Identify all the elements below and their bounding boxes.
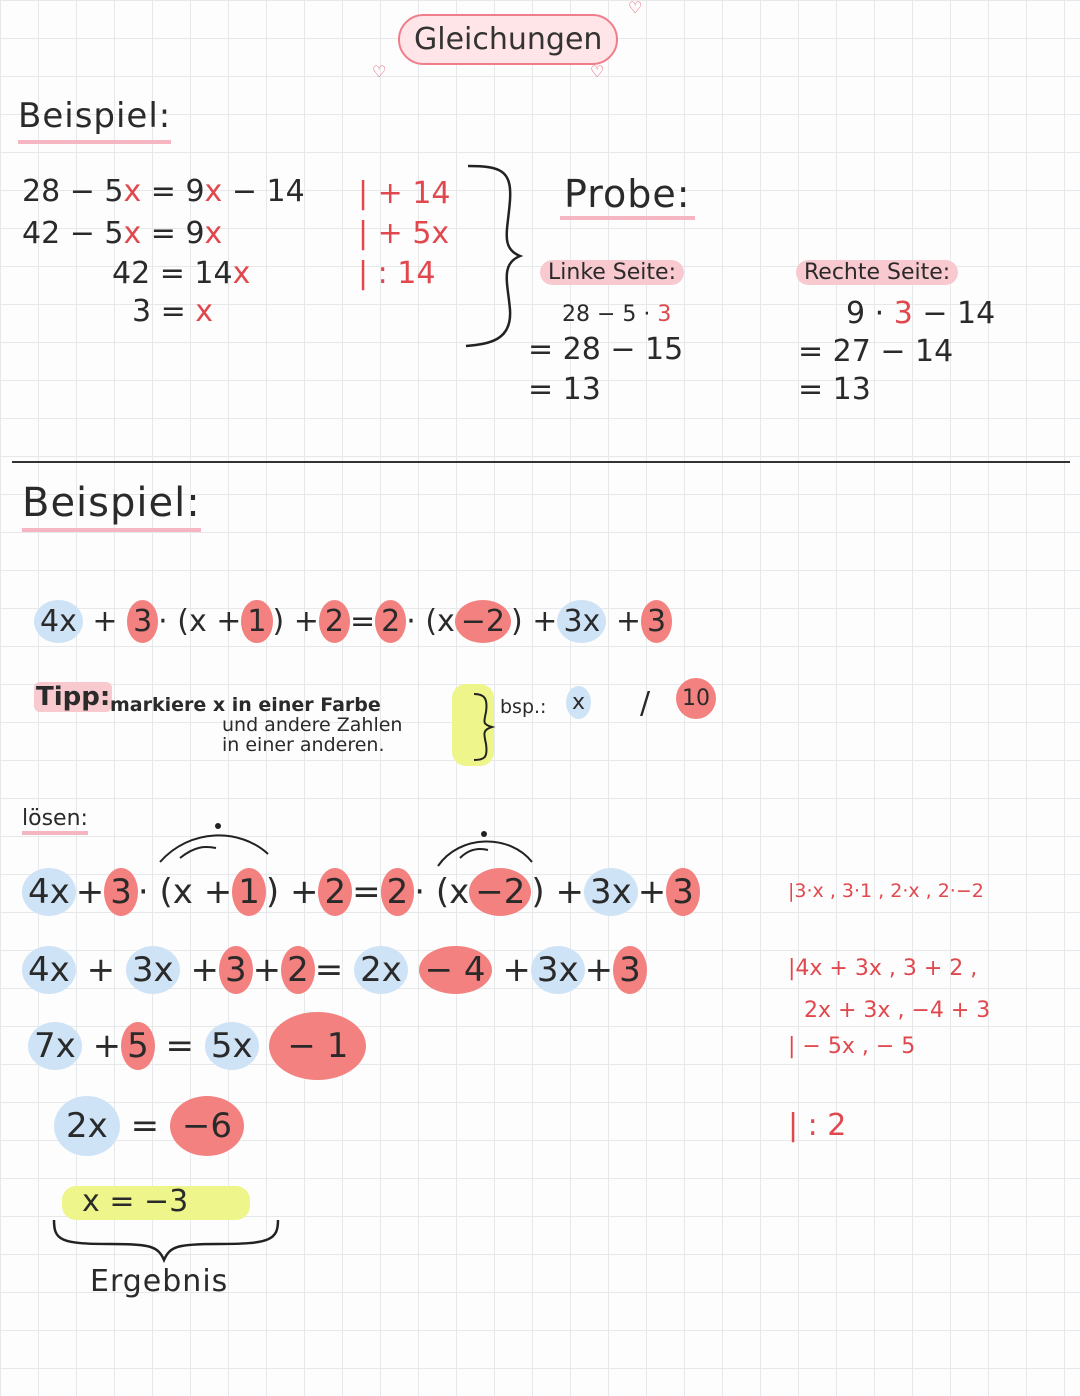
number-term: −2 (469, 868, 531, 916)
operation-1: | + 14 (358, 176, 451, 211)
solve-line-2 (22, 950, 647, 990)
paren-text: ) (531, 872, 545, 912)
number-term: − 4 (419, 946, 492, 994)
x-var: x (123, 174, 142, 209)
calc-text: − 14 (912, 296, 996, 331)
operator: + (190, 950, 219, 990)
paren-text: ) (511, 604, 523, 639)
heart-icon: ♡ (590, 62, 605, 81)
title-text: Gleichungen (414, 22, 603, 57)
operator: + (289, 872, 319, 912)
red-value: 3 (657, 302, 672, 327)
solve-line-3 (28, 1026, 366, 1066)
eq-text: 28 − 5 (22, 174, 124, 209)
right-line-2: = 27 − 14 (798, 334, 954, 369)
left-side-label (540, 260, 684, 285)
number-term: 2 (318, 868, 352, 916)
eq-text: − 14 (222, 174, 305, 209)
operator: = (165, 1026, 195, 1066)
eq-text: 42 = 14 (112, 256, 233, 291)
number-term: −6 (170, 1096, 244, 1156)
x-term: 7x (28, 1022, 82, 1070)
paren-text: ) (272, 604, 285, 639)
operator: + (502, 950, 531, 990)
eq-line-2 (22, 216, 222, 251)
number-term: 1 (241, 600, 272, 643)
x-term: 4x (22, 868, 76, 916)
paren-text: (x + (177, 604, 242, 639)
note-line-4: | : 2 (788, 1108, 847, 1143)
number-term: 2 (381, 868, 415, 916)
number-term: 3 (666, 868, 700, 916)
main-equation (34, 604, 672, 639)
eq-text: 3 = (132, 294, 196, 329)
bsp-number (676, 686, 716, 711)
left-side-text: Linke Seite: (540, 260, 684, 285)
operation-2: | + 5x (358, 216, 450, 251)
number-term: 3 (127, 600, 158, 643)
right-line-3: = 13 (798, 372, 871, 407)
operator: + (92, 604, 118, 639)
left-line-1 (562, 302, 671, 327)
operator: + (637, 872, 667, 912)
calc-text: 9 · (846, 296, 894, 331)
probe-label: Probe: (560, 172, 695, 220)
eq-line-3 (112, 256, 250, 291)
left-line-2: = 28 − 15 (528, 332, 684, 367)
number-term: 10 (676, 678, 716, 719)
operator: + (75, 872, 105, 912)
result-label: Ergebnis (90, 1264, 229, 1299)
bsp-label: bsp.: (500, 696, 547, 718)
x-term: 4x (34, 600, 83, 643)
calc-text: 28 − 5 · (562, 302, 658, 327)
x-term: 3x (557, 600, 606, 643)
note-line-3: | − 5x , − 5 (788, 1034, 916, 1059)
right-line-1 (846, 296, 995, 331)
tip-text-1: markiere x in einer Farbe (110, 694, 381, 716)
operator: + (532, 604, 558, 639)
number-term: 5 (121, 1022, 155, 1070)
x-term: 4x (22, 946, 76, 994)
number-term: 3 (613, 946, 647, 994)
operator: · (137, 872, 149, 912)
operator: + (584, 950, 614, 990)
x-var: x (123, 216, 142, 251)
page-title (398, 14, 618, 65)
tip-label-text: Tipp: (36, 682, 111, 712)
x-var: x (232, 256, 251, 291)
right-side-label (796, 260, 958, 285)
operator: · (406, 604, 416, 639)
eq-line-4 (132, 294, 213, 329)
red-value: 3 (893, 296, 913, 331)
x-term: x (566, 686, 591, 719)
paren-text: (x (435, 872, 470, 912)
tip-text-3: in einer anderen. (222, 734, 385, 756)
paren-text: ) (265, 872, 280, 912)
operator: + (86, 950, 116, 990)
operator: = (314, 950, 344, 990)
number-term: 1 (232, 868, 266, 916)
result-value: = −3 (109, 1184, 189, 1219)
solve-label: lösen: (22, 806, 88, 835)
note-line-2b: 2x + 3x , −4 + 3 (804, 998, 991, 1023)
operator: + (252, 950, 282, 990)
bsp-x (566, 690, 591, 715)
x-term: 3x (584, 868, 638, 916)
note-line-2a: |4x + 3x , 3 + 2 , (788, 956, 978, 981)
operation-3: | : 14 (358, 256, 436, 291)
x-term: 3x (531, 946, 585, 994)
curly-brace-icon (460, 160, 530, 350)
operator: = (350, 604, 376, 639)
left-line-3: = 13 (528, 372, 601, 407)
operator: + (555, 872, 584, 912)
paren-text: (x + (159, 872, 233, 912)
operator: · (158, 604, 168, 639)
solve-line-4 (54, 1106, 244, 1146)
x-var: x (195, 294, 214, 329)
eq-text: = 9 (141, 174, 205, 209)
number-term: 2 (319, 600, 350, 643)
x-term: 5x (205, 1022, 259, 1070)
note-line-1: |3·x , 3·1 , 2·x , 2·−2 (788, 880, 984, 902)
x-term: 2x (354, 946, 408, 994)
right-side-text: Rechte Seite: (796, 260, 958, 285)
operator: = (130, 1106, 160, 1146)
eq-text: 42 − 5 (22, 216, 124, 251)
number-term: 3 (641, 600, 672, 643)
heart-icon: ♡ (628, 0, 643, 17)
heart-icon: ♡ (372, 62, 387, 81)
x-var: x (82, 1184, 100, 1219)
operator: = (352, 872, 381, 912)
eq-text: = 9 (141, 216, 205, 251)
arc-icon (430, 826, 540, 876)
section-divider (12, 461, 1070, 463)
operator: + (92, 1026, 122, 1066)
eq-line-1 (22, 174, 305, 209)
operator: + (293, 604, 319, 639)
paren-text: (x (425, 604, 455, 639)
tip-text-2: und andere Zahlen (222, 714, 403, 736)
operator: · (414, 872, 426, 912)
x-term: 2x (54, 1096, 120, 1156)
number-term: 2 (375, 600, 406, 643)
number-term: − 1 (269, 1012, 366, 1080)
curly-brace-icon (470, 690, 496, 764)
arc-icon (150, 818, 280, 874)
x-var: x (204, 216, 223, 251)
bsp-slash: / (640, 686, 651, 721)
operator: + (615, 604, 641, 639)
section2-heading: Beispiel: (22, 480, 201, 532)
tip-label (34, 682, 112, 712)
number-term: 3 (219, 946, 253, 994)
number-term: 3 (104, 868, 138, 916)
section1-heading: Beispiel: (18, 96, 171, 144)
number-term: −2 (455, 600, 511, 643)
x-term: 3x (126, 946, 180, 994)
underbrace-icon (50, 1214, 282, 1264)
solve-line-1 (22, 872, 700, 912)
x-var: x (204, 174, 223, 209)
number-term: 2 (281, 946, 315, 994)
